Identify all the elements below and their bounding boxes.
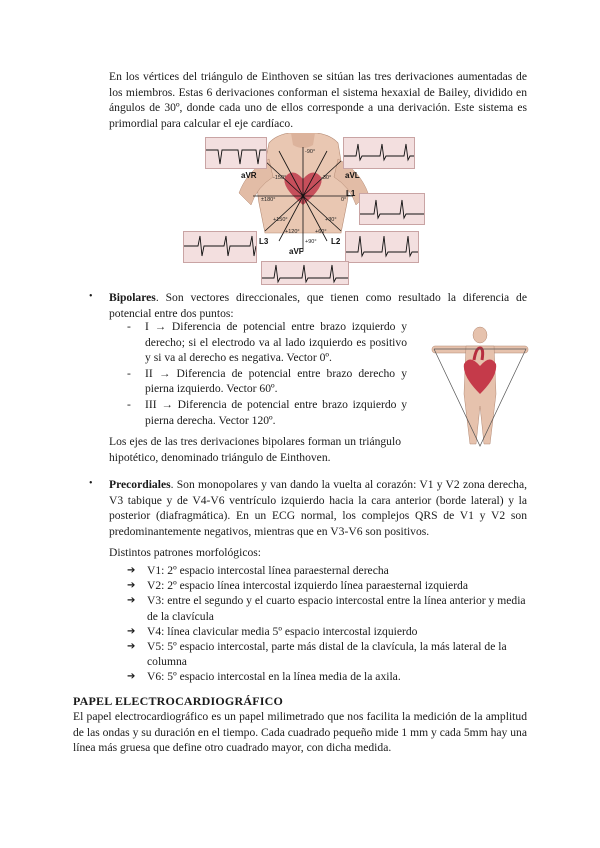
section-title: PAPEL ELECTROCARDIOGRÁFICO (73, 694, 283, 708)
angle-label: +120° (285, 229, 300, 235)
dash-bullet: - (127, 320, 131, 333)
papel-paragraph: El papel electrocardiográfico es un papel milimetrado que nos facilita la medición de la amplitud de las ondas y su duración en el tiempo. Cada cuadrado pequeño mide 1 mm y cada 5mm hay una línea más gruesa que define otro cuadrado mayor, con dicha medida. (73, 710, 527, 755)
lead-label-avl: aVL (345, 171, 360, 180)
bipolares-title: Bipolares (109, 291, 156, 304)
list-item-text: V4: línea clavicular media 5º espacio intercostal izquierdo (147, 624, 418, 638)
list-item (127, 669, 527, 684)
list-item (127, 624, 527, 639)
list-item (127, 366, 407, 397)
ecg-strip-avr (205, 137, 267, 169)
lead-label-l2: L2 (331, 237, 341, 246)
bipolares-paragraph (109, 290, 527, 321)
einthoven-triangle-paragraph: Los ejes de las tres derivaciones bipolares forman un triángulo hipotético, denominado triángulo de Einthoven. (109, 435, 401, 464)
list-item (127, 639, 527, 669)
arrow-icon: ➔ (127, 595, 136, 607)
patrones-title: Distintos patrones morfológicos: (109, 546, 261, 559)
angle-label: ±180° (261, 197, 276, 203)
bullet-icon: • (89, 478, 93, 489)
angle-label: +90° (305, 239, 317, 245)
list-item (127, 563, 527, 578)
list-item (127, 578, 527, 593)
precordiales-text: . Son monopolares y van dando la vuelta al corazón: V1 y V2 zona derecha, V3 tabique y de V4-V6 ventrículo izquierdo hacia la cara anterior (borde lateral) y la posterior (diafragmática). En un ECG normal, los complejos QRS de V1 y V2 son predominantemente negativos, mientras que en V3-V6 son positivos. (109, 478, 527, 538)
angle-label: +150° (273, 217, 288, 223)
hexaxial-figure (181, 133, 426, 285)
list-item-text: V3: entre el segundo y el cuarto espacio intercostal entre la línea anterior y media de la clavícula (147, 594, 526, 623)
list-item-text: V1: 2º espacio intercostal línea paraesternal derecha (147, 564, 389, 577)
precordiales-title: Precordiales (109, 478, 171, 491)
lead-label-avr: aVR (241, 171, 257, 180)
ecg-strip-l1 (359, 193, 425, 225)
list-item (127, 319, 407, 366)
bipolares-text: . Son vectores direccionales, que tienen como resultado la diferencia de potencial entre dos puntos: (109, 291, 527, 320)
dash-bullet: - (127, 397, 131, 411)
intro-paragraph: En los vértices del triángulo de Einthoven se sitúan las tres derivaciones aumentadas de los miembros. Estas 6 derivaciones conforman el sistema hexaxial de Bailey, dividido en ángulos de 30º, donde cada uno de ellos corresponde a una derivación. Este sistema es primordial para calcular el eje cardíaco. (109, 70, 527, 130)
lead-label-avf: aVF (289, 247, 304, 256)
dash-bullet: - (127, 366, 131, 380)
bullet-icon: • (89, 291, 93, 302)
bipolares-list (127, 319, 407, 428)
ecg-strip-l2 (345, 231, 419, 263)
list-item-text: III → Diferencia de potencial entre brazo izquierdo y pierna derecha. Vector 120º. (145, 397, 407, 427)
arrow-icon: ➔ (127, 641, 136, 653)
arrow-icon: ➔ (127, 565, 136, 576)
angle-label: 0° (341, 197, 347, 203)
list-item-text: V6: 5º espacio intercostal en la línea media de la axila. (147, 670, 401, 684)
list-item (127, 593, 527, 623)
angle-label: +30° (325, 217, 337, 223)
ecg-strip-avl (343, 137, 415, 169)
precordiales-list (127, 563, 527, 685)
angle-label: -30° (321, 175, 332, 181)
angle-label: -150° (273, 175, 287, 181)
list-item-text: I → Diferencia de potencial entre brazo izquierdo y derecho; si el electrodo va al lado izquierdo es positivo y si va al derecho es negativa. Vector 0º. (145, 320, 407, 365)
arrow-icon: ➔ (127, 580, 136, 592)
list-item-text: II → Diferencia de potencial entre brazo derecho y pierna izquierdo. Vector 60º. (145, 366, 407, 396)
lead-label-l1: L1 (346, 189, 356, 198)
angle-label: -90° (305, 149, 316, 155)
precordiales-paragraph (109, 477, 527, 539)
list-item-text: V5: 5º espacio intercostal, parte más distal de la clavícula, la más lateral de la columna (147, 640, 507, 669)
ecg-strip-avf (261, 261, 349, 285)
arrow-icon: ➔ (127, 671, 136, 683)
angle-label: +60° (315, 229, 327, 235)
einthoven-triangle-figure (430, 326, 530, 450)
arrow-icon: ➔ (127, 625, 136, 637)
ecg-strip-l3 (183, 231, 257, 263)
list-item-text: V2: 2º espacio línea intercostal izquierdo línea paraesternal izquierda (147, 579, 468, 593)
list-item (127, 397, 407, 428)
lead-label-l3: L3 (259, 237, 269, 246)
